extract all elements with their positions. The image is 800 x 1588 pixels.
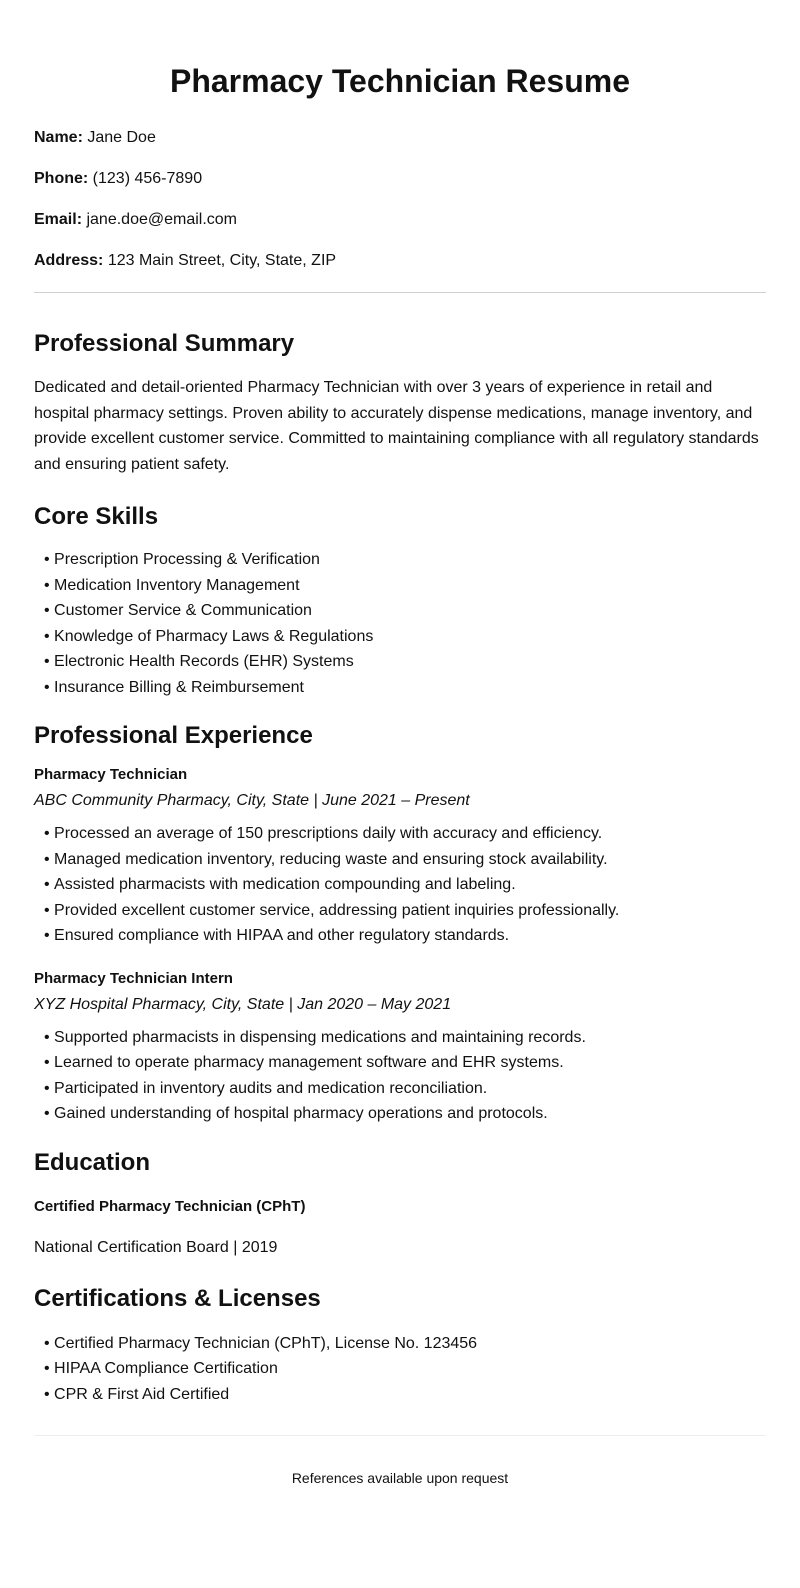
skills-list [34,547,766,700]
contact-name [34,128,766,147]
job-title: Pharmacy Technician [34,766,188,783]
job-meta: XYZ Hospital Pharmacy, City, State | Jan 2020 – May 2021 [34,995,452,1013]
education-credential: Certified Pharmacy Technician (CPhT) [34,1197,306,1215]
experience-section [34,721,766,1127]
header-divider [34,292,766,293]
job-bullets [34,1025,766,1127]
education-heading: Education [34,1148,151,1176]
list-item: • Knowledge of Pharmacy Laws & Regulations [44,624,766,650]
list-item: • Certified Pharmacy Technician (CPhT), License No. 123456 [44,1331,766,1357]
certifications-list [34,1331,766,1408]
list-item: • HIPAA Compliance Certification [44,1356,766,1382]
phone-label: Phone: [34,170,89,187]
list-item: • Insurance Billing & Reimbursement [44,675,766,701]
list-item: • Learned to operate pharmacy management software and EHR systems. [44,1050,766,1076]
job-entry [34,765,766,949]
summary-text: Dedicated and detail-oriented Pharmacy Technician with over 3 years of experience in retail and hospital pharmacy settings. Proven ability to accurately dispense medications, manage inventory, and provide excellent customer service. Committed to maintaining compliance with all regulatory standards and ensuring patient safety. [34,379,759,473]
list-item: • Managed medication inventory, reducing waste and ensuring stock availability. [44,847,766,873]
list-item: • Supported pharmacists in dispensing medications and maintaining records. [44,1025,766,1051]
list-item: • CPR & First Aid Certified [44,1382,766,1408]
address-label: Address: [34,252,104,269]
page-title: Pharmacy Technician Resume [169,63,631,99]
job-meta: ABC Community Pharmacy, City, State | June 2021 – Present [34,792,470,809]
job-title: Pharmacy Technician Intern [34,969,233,987]
list-item: • Prescription Processing & Verification [44,547,766,573]
contact-email [34,210,766,229]
list-item: • Gained understanding of hospital pharmacy operations and protocols. [44,1101,766,1127]
education-details: National Certification Board | 2019 [34,1238,278,1256]
skills-section [34,502,766,700]
name-value: Jane Doe [87,129,156,146]
phone-value: (123) 456-7890 [92,170,203,187]
footer-divider [34,1435,766,1436]
list-item: • Participated in inventory audits and medication reconciliation. [44,1076,766,1102]
contact-info [34,128,766,270]
contact-phone [34,169,766,188]
footer-text: References available upon request [291,1470,509,1486]
list-item: • Customer Service & Communication [44,598,766,624]
list-item: • Medication Inventory Management [44,573,766,599]
list-item: • Processed an average of 150 prescriptions daily with accuracy and efficiency. [44,821,766,847]
contact-address [34,251,766,270]
list-item: • Electronic Health Records (EHR) Systems [44,649,766,675]
education-section [34,1148,766,1258]
email-label: Email: [34,211,83,228]
job-bullets [34,821,766,949]
certifications-section [34,1284,766,1408]
list-item: • Provided excellent customer service, addressing patient inquiries professionally. [44,898,766,924]
list-item: • Ensured compliance with HIPAA and other regulatory standards. [44,923,766,949]
experience-heading: Professional Experience [34,722,313,749]
job-entry [34,969,766,1127]
email-value: jane.doe@email.com [86,211,238,228]
summary-heading: Professional Summary [34,330,295,357]
certifications-heading: Certifications & Licenses [34,1284,321,1312]
summary-section [34,329,766,477]
list-item: • Assisted pharmacists with medication compounding and labeling. [44,872,766,898]
address-value: 123 Main Street, City, State, ZIP [107,252,337,269]
skills-heading: Core Skills [34,503,159,530]
name-label: Name: [34,129,83,146]
